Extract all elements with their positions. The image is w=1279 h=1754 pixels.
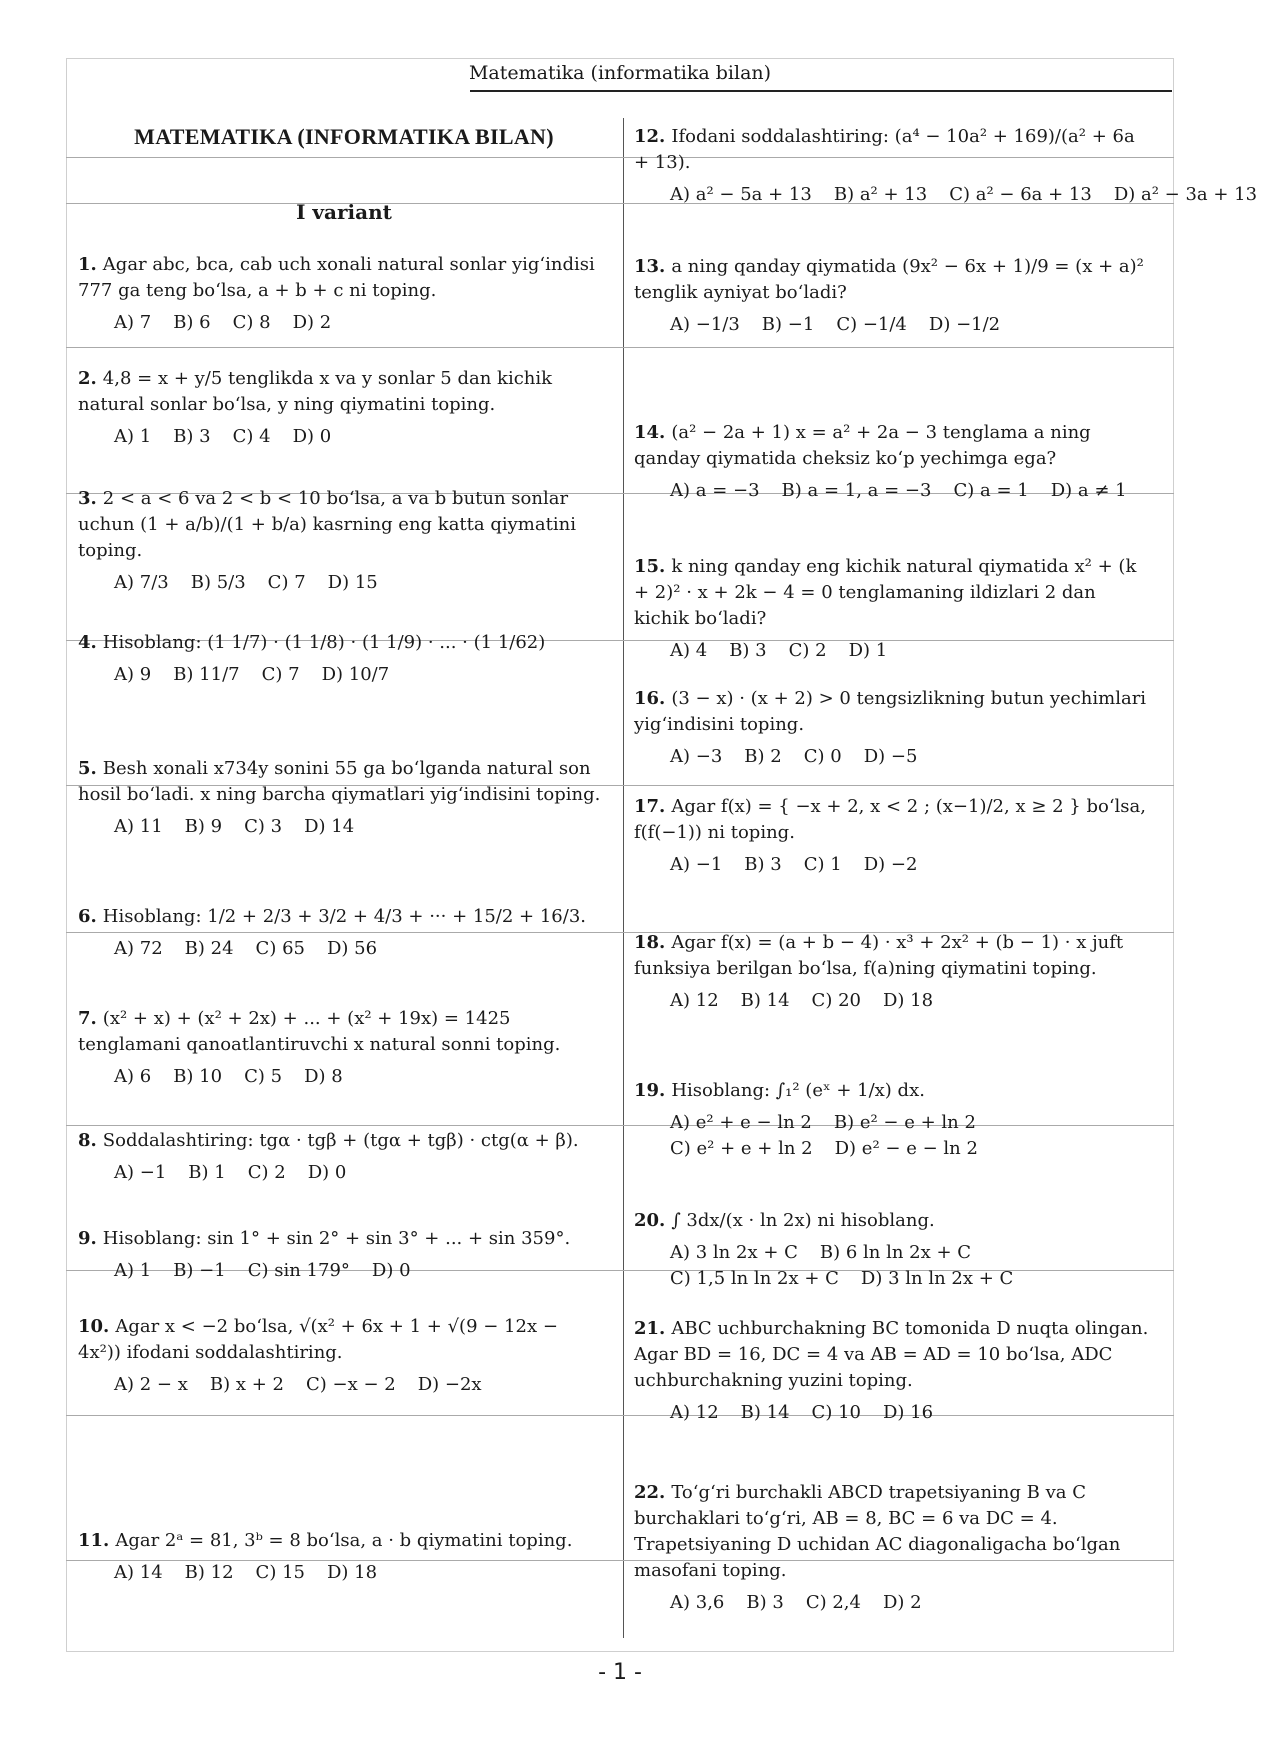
answer-a: A) 12: [670, 990, 719, 1011]
answer-a: A) 12: [670, 1402, 719, 1423]
answer-d: D) 56: [326, 938, 378, 959]
answer-options: [78, 936, 603, 962]
answer-b: B) 11/7: [173, 664, 240, 685]
problem-number: 2.: [78, 368, 97, 389]
problem-text: 2 < a < 6 va 2 < b < 10 bo‘lsa, a va b butun sonlar uchun (1 + a/b)/(1 + b/a) kasrning eng katta qiymatini toping.: [78, 488, 576, 561]
answer-b: B) 1: [188, 1162, 226, 1183]
answer-b: B) 5/3: [190, 572, 246, 593]
answer-c: C) a² − 6a + 13: [949, 184, 1092, 205]
answer-a: A) 4: [670, 640, 708, 661]
answer-b: B) −1: [173, 1260, 226, 1281]
problem-number: 15.: [634, 556, 666, 577]
problem-text: Agar abc, bca, cab uch xonali natural sonlar yig‘indisi 777 ga teng bo‘lsa, a + b + c ni toping.: [78, 254, 595, 301]
answer-b: B) a² + 13: [833, 184, 928, 205]
problem-3: [78, 486, 603, 596]
answer-options: [78, 1160, 603, 1186]
answer-options: [634, 852, 1154, 878]
problem-text: (3 − x) · (x + 2) > 0 tengsizlikning butun yechimlari yig‘indisini toping.: [634, 688, 1147, 735]
answer-a: A) 7: [114, 312, 152, 333]
answer-d: D) −5: [863, 746, 918, 767]
answer-options: [78, 424, 603, 450]
problem-text: Soddalashtiring: tgα · tgβ + (tgα + tgβ) · ctg(α + β).: [102, 1130, 579, 1151]
answer-d: D) 8: [304, 1066, 343, 1087]
problem-number: 6.: [78, 906, 97, 927]
answer-d: D) 1: [848, 640, 888, 661]
answer-d: D) −1/2: [928, 314, 1001, 335]
problem-number: 4.: [78, 632, 97, 653]
answer-d: D) 2: [292, 312, 332, 333]
answer-a: A) 3 ln 2x + C: [670, 1242, 798, 1263]
answer-a: A) 7/3: [114, 572, 169, 593]
answer-d: D) 15: [327, 572, 378, 593]
answer-options: [78, 570, 603, 596]
answer-d: D) −2x: [417, 1374, 482, 1395]
answer-c: C) 4: [232, 426, 271, 447]
answer-c: C) 7: [261, 664, 300, 685]
problem-text: Agar 2ᵃ = 81, 3ᵇ = 8 bo‘lsa, a · b qiymatini toping.: [115, 1530, 573, 1551]
problem-number: 13.: [634, 256, 666, 277]
answer-c: C) −x − 2: [305, 1374, 396, 1395]
problem-number: 22.: [634, 1482, 666, 1503]
running-header: Matematika (informatika bilan): [468, 62, 772, 84]
answer-d: D) a ≠ 1: [1050, 480, 1127, 501]
problem-text: (x² + x) + (x² + 2x) + ... + (x² + 19x) = 1425 tenglamani qanoatlantiruvchi x natural sonni toping.: [78, 1008, 561, 1055]
left-column: [78, 118, 610, 1583]
answer-options: [634, 638, 1154, 664]
problem-19: [634, 1078, 1154, 1162]
problem-number: 7.: [78, 1008, 97, 1029]
answer-c: C) 8: [232, 312, 271, 333]
problem-7: [78, 1006, 603, 1090]
problem-number: 19.: [634, 1080, 666, 1101]
answer-options: [634, 1400, 1154, 1426]
header-rule: [470, 90, 1172, 92]
problem-1: [78, 252, 603, 336]
answer-options: [78, 1372, 603, 1398]
answer-d: D) 3 ln ln 2x + C: [860, 1268, 1014, 1289]
problem-number: 5.: [78, 758, 97, 779]
problem-text: Agar f(x) = { −x + 2, x < 2 ; (x−1)/2, x ≥ 2 } bo‘lsa, f(f(−1)) ni toping.: [634, 796, 1146, 843]
answer-d: D) 16: [882, 1402, 934, 1423]
problem-13: [634, 254, 1154, 338]
answer-c: C) e² + e + ln 2: [670, 1138, 813, 1159]
problem-number: 20.: [634, 1210, 666, 1231]
answer-a: A) 2 − x: [114, 1374, 188, 1395]
problem-text: ∫ 3dx/(x · ln 2x) ni hisoblang.: [671, 1210, 935, 1231]
answer-options: [634, 1240, 1154, 1292]
problem-text: a ning qanday qiymatida (9x² − 6x + 1)/9 = (x + a)² tenglik ayniyat bo‘ladi?: [634, 256, 1144, 303]
answer-d: D) 18: [326, 1562, 378, 1583]
problem-text: k ning qanday eng kichik natural qiymatida x² + (k + 2)² · x + 2k − 4 = 0 tenglamaning ildizlari 2 dan kichik bo‘ladi?: [634, 556, 1137, 629]
problem-number: 12.: [634, 126, 666, 147]
answer-b: B) 2: [744, 746, 782, 767]
answer-d: D) 0: [307, 1162, 347, 1183]
answer-options: [78, 1258, 603, 1284]
answer-d: D) 2: [882, 1592, 922, 1613]
answer-a: A) −1: [670, 854, 723, 875]
answer-b: B) 12: [184, 1562, 234, 1583]
answer-b: B) 24: [184, 938, 234, 959]
answer-a: A) −3: [670, 746, 723, 767]
answer-b: B) 6: [173, 312, 211, 333]
answer-options: [634, 478, 1154, 504]
problem-text: (a² − 2a + 1) x = a² + 2a − 3 tenglama a ning qanday qiymatida cheksiz ko‘p yechimga ega?: [634, 422, 1091, 469]
scan-line: [66, 347, 1174, 348]
problem-17: [634, 794, 1154, 878]
answer-b: B) a = 1, a = −3: [781, 480, 932, 501]
answer-c: C) a = 1: [953, 480, 1029, 501]
answer-options: [634, 182, 1258, 208]
problem-number: 16.: [634, 688, 666, 709]
answer-c: C) 0: [803, 746, 842, 767]
answer-c: C) 1: [803, 854, 842, 875]
problem-text: To‘g‘ri burchakli ABCD trapetsiyaning B va C burchaklari to‘g‘ri, AB = 8, BC = 6 va DC = 4. Trapetsiyaning D uchidan AC diagonaligacha bo‘lgan masofani toping.: [634, 1482, 1121, 1581]
answer-a: A) 9: [114, 664, 152, 685]
answer-a: A) 1: [114, 1260, 152, 1281]
answer-b: B) 10: [173, 1066, 223, 1087]
problem-6: [78, 904, 603, 962]
problem-11: [78, 1528, 603, 1586]
problem-text: ABC uchburchakning BC tomonida D nuqta olingan. Agar BD = 16, DC = 4 va AB = AD = 10 bo‘lsa, ADC uchburchakning yuzini toping.: [634, 1318, 1149, 1391]
answer-a: A) 72: [114, 938, 163, 959]
problem-10: [78, 1314, 603, 1398]
answer-c: C) sin 179°: [247, 1260, 350, 1281]
answer-options: [634, 988, 1154, 1014]
answer-c: C) 5: [244, 1066, 283, 1087]
answer-options: [78, 1064, 603, 1090]
answer-options: [78, 310, 603, 336]
answer-c: C) 2: [788, 640, 827, 661]
problem-number: 1.: [78, 254, 97, 275]
problem-14: [634, 420, 1154, 504]
problem-text: Hisoblang: (1 1/7) · (1 1/8) · (1 1/9) · ... · (1 1/62): [102, 632, 546, 653]
problem-text: Hisoblang: ∫₁² (eˣ + 1/x) dx.: [671, 1080, 925, 1101]
answer-c: C) 2,4: [805, 1592, 861, 1613]
problem-20: [634, 1208, 1154, 1292]
answer-d: D) 0: [371, 1260, 411, 1281]
problem-8: [78, 1128, 603, 1186]
answer-a: A) 3,6: [670, 1592, 725, 1613]
answer-b: B) e² − e + ln 2: [833, 1112, 976, 1133]
answer-b: B) x + 2: [209, 1374, 284, 1395]
answer-options: [78, 1560, 603, 1586]
answer-a: A) 14: [114, 1562, 163, 1583]
answer-options: [78, 662, 603, 688]
answer-a: A) e² + e − ln 2: [670, 1112, 812, 1133]
problem-text: Agar x < −2 bo‘lsa, √(x² + 6x + 1 + √(9 − 12x − 4x²)) ifodani soddalashtiring.: [78, 1316, 558, 1363]
answer-d: D) 0: [292, 426, 332, 447]
problem-number: 10.: [78, 1316, 110, 1337]
answer-options: [634, 1590, 1154, 1616]
answer-d: D) a² − 3a + 13: [1113, 184, 1258, 205]
answer-c: C) 65: [255, 938, 305, 959]
problem-number: 21.: [634, 1318, 666, 1339]
problem-2: [78, 366, 603, 450]
problem-5: [78, 756, 603, 840]
answer-a: A) 6: [114, 1066, 152, 1087]
problem-4: [78, 630, 603, 688]
answer-b: B) 3: [173, 426, 211, 447]
answer-b: B) 9: [184, 816, 223, 837]
answer-options: [634, 744, 1154, 770]
answer-b: B) 3: [744, 854, 782, 875]
answer-a: A) 11: [114, 816, 163, 837]
problem-9: [78, 1226, 603, 1284]
problem-number: 8.: [78, 1130, 97, 1151]
problem-21: [634, 1316, 1154, 1426]
answer-c: C) 20: [811, 990, 861, 1011]
problem-16: [634, 686, 1154, 770]
problem-18: [634, 930, 1154, 1014]
problem-number: 11.: [78, 1530, 110, 1551]
problem-text: Hisoblang: sin 1° + sin 2° + sin 3° + ... + sin 359°.: [102, 1228, 571, 1249]
answer-b: B) 6 ln ln 2x + C: [819, 1242, 972, 1263]
problem-text: Ifodani soddalashtiring: (a⁴ − 10a² + 169)/(a² + 6a + 13).: [634, 126, 1135, 173]
answer-d: D) 14: [304, 816, 355, 837]
page-number: - 1 -: [598, 1660, 642, 1685]
problem-number: 14.: [634, 422, 666, 443]
variant-heading: I variant: [296, 200, 392, 224]
answer-c: C) 3: [244, 816, 283, 837]
answer-b: B) 3: [729, 640, 767, 661]
answer-a: A) −1: [114, 1162, 167, 1183]
answer-a: A) a = −3: [670, 480, 760, 501]
answer-c: C) −1/4: [836, 314, 907, 335]
answer-b: B) 3: [746, 1592, 784, 1613]
answer-b: B) 14: [740, 1402, 790, 1423]
answer-a: A) −1/3: [670, 314, 740, 335]
answer-b: B) 14: [740, 990, 790, 1011]
problem-text: Hisoblang: 1/2 + 2/3 + 3/2 + 4/3 + ··· + 15/2 + 16/3.: [102, 906, 586, 927]
problem-text: Agar f(x) = (a + b − 4) · x³ + 2x² + (b − 1) · x juft funksiya berilgan bo‘lsa, f(a)ning qiymatini toping.: [634, 932, 1124, 979]
answer-c: C) 2: [247, 1162, 286, 1183]
column-divider: [623, 118, 624, 1638]
answer-b: B) −1: [761, 314, 815, 335]
exam-title: MATEMATIKA (INFORMATIKA BILAN): [134, 124, 554, 149]
answer-d: D) e² − e − ln 2: [834, 1138, 978, 1159]
answer-d: D) −2: [863, 854, 918, 875]
answer-a: A) a² − 5a + 13: [670, 184, 812, 205]
answer-options: [634, 1110, 1154, 1162]
answer-c: C) 10: [811, 1402, 861, 1423]
problem-22: [634, 1480, 1154, 1616]
problem-number: 17.: [634, 796, 666, 817]
answer-c: C) 7: [267, 572, 306, 593]
problem-number: 3.: [78, 488, 97, 509]
problem-number: 18.: [634, 932, 666, 953]
answer-a: A) 1: [114, 426, 152, 447]
answer-d: D) 18: [882, 990, 934, 1011]
problem-number: 9.: [78, 1228, 97, 1249]
answer-c: C) 1,5 ln ln 2x + C: [670, 1268, 839, 1289]
answer-options: [634, 312, 1154, 338]
problem-text: 4,8 = x + y/5 tenglikda x va y sonlar 5 dan kichik natural sonlar bo‘lsa, y ning qiymatini toping.: [78, 368, 553, 415]
answer-c: C) 15: [255, 1562, 305, 1583]
answer-d: D) 10/7: [321, 664, 390, 685]
problem-15: [634, 554, 1154, 664]
problem-12: [634, 124, 1258, 208]
problem-text: Besh xonali x734y sonini 55 ga bo‘lganda natural son hosil bo‘ladi. x ning barcha qiymatlari yig‘indisini toping.: [78, 758, 601, 805]
answer-options: [78, 814, 603, 840]
